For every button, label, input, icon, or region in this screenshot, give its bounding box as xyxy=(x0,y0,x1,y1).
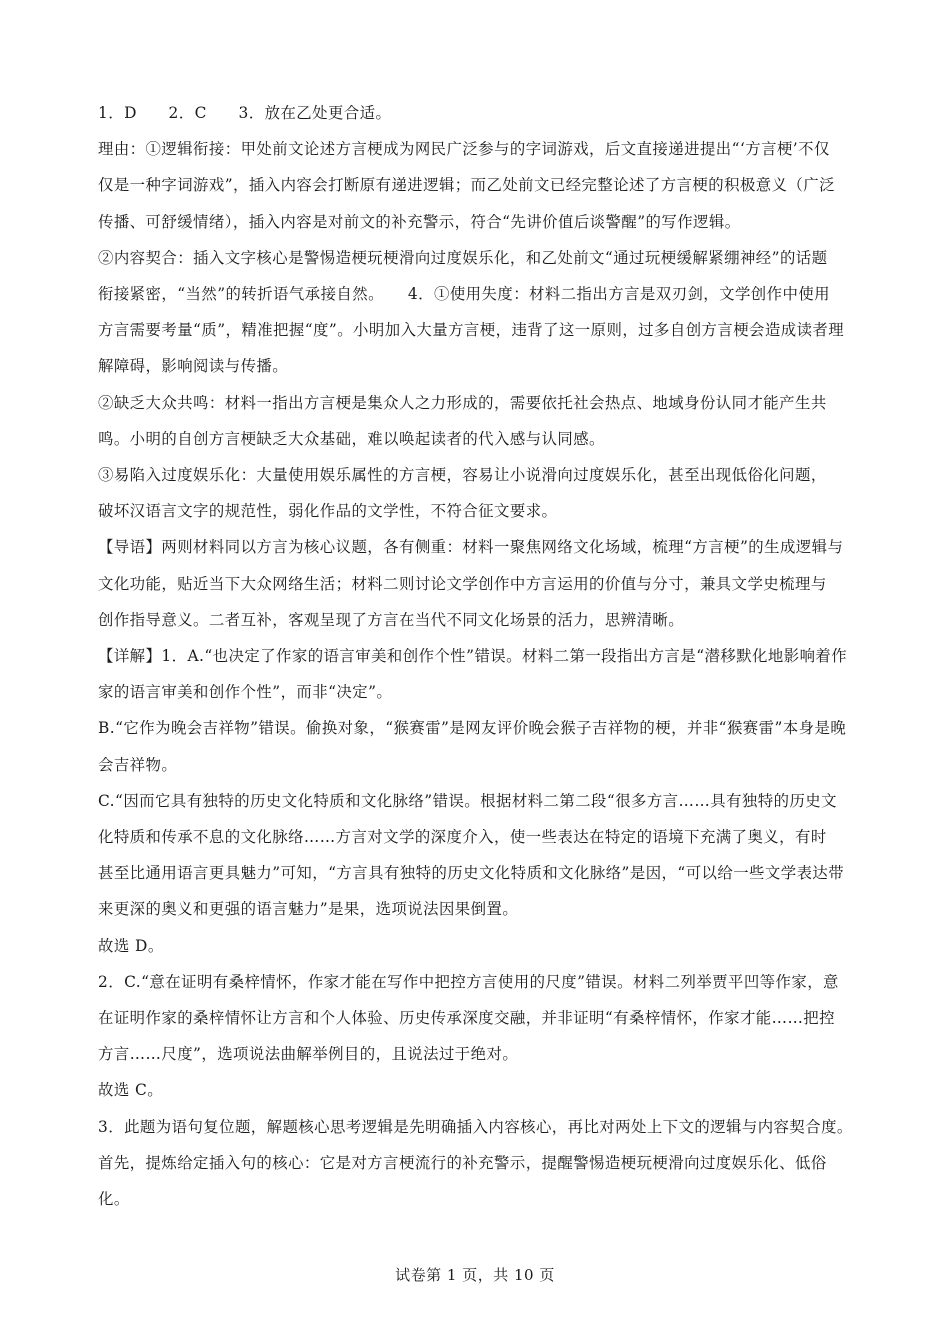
text-line: 会吉祥物。 xyxy=(98,755,178,774)
choose-c-paragraph xyxy=(98,1072,854,1108)
text-line: 故选 C。 xyxy=(98,1081,164,1100)
text-line: 化特质和传承不息的文化脉络……方言对文学的深度介入，使一些表达在特定的语境下充满了奥义，有时 xyxy=(98,828,827,847)
text-line: 方言……尺度”，选项说法曲解举例目的，且说法过于绝对。 xyxy=(98,1045,519,1064)
text-line: 解障碍，影响阅读与传播。 xyxy=(98,357,289,376)
answer-analysis-body xyxy=(98,95,854,1217)
resonance-paragraph xyxy=(98,385,854,457)
choose-d-paragraph xyxy=(98,928,854,964)
content-fit-paragraph xyxy=(98,240,854,385)
option-c-paragraph xyxy=(98,783,854,928)
text-line: 破坏汉语言文字的规范性，弱化作品的文学性，不符合征文要求。 xyxy=(98,502,558,521)
entertainment-paragraph xyxy=(98,457,854,529)
text-line: 理由：①逻辑衔接：甲处前文论述方言梗成为网民广泛参与的字词游戏，后文直接递进提出“‘方言梗’不仅 xyxy=(98,140,830,159)
text-line: 传播、可舒缓情绪），插入内容是对前文的补充警示，符合“先讲价值后谈警醒”的写作逻辑。 xyxy=(98,212,741,231)
text-line: 故选 D。 xyxy=(98,936,164,955)
text-line: B.“它作为晚会吉祥物”错误。偷换对象，“猴赛雷”是网友评价晚会猴子吉祥物的梗，并非“猴赛雷”本身是晚 xyxy=(98,719,847,738)
text-line: 【导语】两则材料同以方言为核心议题，各有侧重：材料一聚焦网络文化场域，梳理“方言梗”的生成逻辑与 xyxy=(98,538,844,557)
text-line: 创作指导意义。二者互补，客观呈现了方言在当代不同文化场景的活力，思辨清晰。 xyxy=(98,610,685,629)
text-line: 【详解】1．A.“也决定了作家的语言审美和创作个性”错误。材料二第一段指出方言是“潜移默化地影响着作 xyxy=(98,647,848,666)
answers-paragraph xyxy=(98,95,854,131)
text-line: 3．此题为语句复位题，解题核心思考逻辑是先明确插入内容核心，再比对两处上下文的逻辑与内容契合度。 xyxy=(98,1117,853,1136)
text-line: 甚至比通用语言更具魅力”可知，“方言具有独特的历史文化特质和文化脉络”是因，“可以给一些文学表达带 xyxy=(98,864,845,883)
text-line: 家的语言审美和创作个性”，而非“决定”。 xyxy=(98,683,393,702)
q2-paragraph xyxy=(98,964,854,1073)
text-line: 文化功能，贴近当下大众网络生活；材料二则讨论文学创作中方言运用的价值与分寸，兼具文学史梳理与 xyxy=(98,574,827,593)
text-line: 2．C.“意在证明有桑梓情怀，作家才能在写作中把控方言使用的尺度”错误。材料二列举贾平凹等作家，意 xyxy=(98,972,839,991)
text-line: 来更深的奥义和更强的语言魅力”是果，选项说法因果倒置。 xyxy=(98,900,519,919)
text-line: 鸣。小明的自创方言梗缺乏大众基础，难以唤起读者的代入感与认同感。 xyxy=(98,429,605,448)
option-b-paragraph xyxy=(98,710,854,782)
text-line: ②内容契合：插入文字核心是警惕造梗玩梗滑向过度娱乐化，和乙处前文“通过玩梗缓解紧绷神经”的话题 xyxy=(98,248,828,267)
text-line: 化。 xyxy=(98,1190,130,1209)
text-line: ②缺乏大众共鸣：材料一指出方言梗是集众人之力形成的，需要依托社会热点、地域身份认同才能产生共 xyxy=(98,393,827,412)
text-line: 衔接紧密，“当然”的转折语气承接自然。 4．①使用失度：材料二指出方言是双刃剑，文学创作中使用 xyxy=(98,285,831,304)
page-footer: 试卷第 1 页，共 10 页 xyxy=(395,1266,555,1284)
text-line: C.“因而它具有独特的历史文化特质和文化脉络”错误。根据材料二第二段“很多方言……具有独特的历史文 xyxy=(98,791,837,810)
text-line: 仅是一种字词游戏”，插入内容会打断原有递进逻辑；而乙处前文已经完整论述了方言梗的积极意义（广泛 xyxy=(98,176,835,195)
q3-paragraph xyxy=(98,1109,854,1218)
answers-line: 1．D 2．C 3．放在乙处更合适。 xyxy=(98,104,392,122)
reason-paragraph xyxy=(98,131,854,240)
text-line: ③易陷入过度娱乐化：大量使用娱乐属性的方言梗，容易让小说滑向过度娱乐化，甚至出现低俗化问题， xyxy=(98,466,827,485)
text-line: 在证明作家的桑梓情怀让方言和个人体验、历史传承深度交融，并非证明“有桑梓情怀，作家才能……把控 xyxy=(98,1009,835,1028)
text-line: 首先，提炼给定插入句的核心：它是对方言梗流行的补充警示，提醒警惕造梗玩梗滑向过度娱乐化、低俗 xyxy=(98,1153,827,1172)
guide-paragraph xyxy=(98,529,854,638)
text-line: 方言需要考量“质”，精准把握“度”。小明加入大量方言梗，违背了这一原则，过多自创方言梗会造成读者理 xyxy=(98,321,845,340)
detail-paragraph xyxy=(98,638,854,710)
